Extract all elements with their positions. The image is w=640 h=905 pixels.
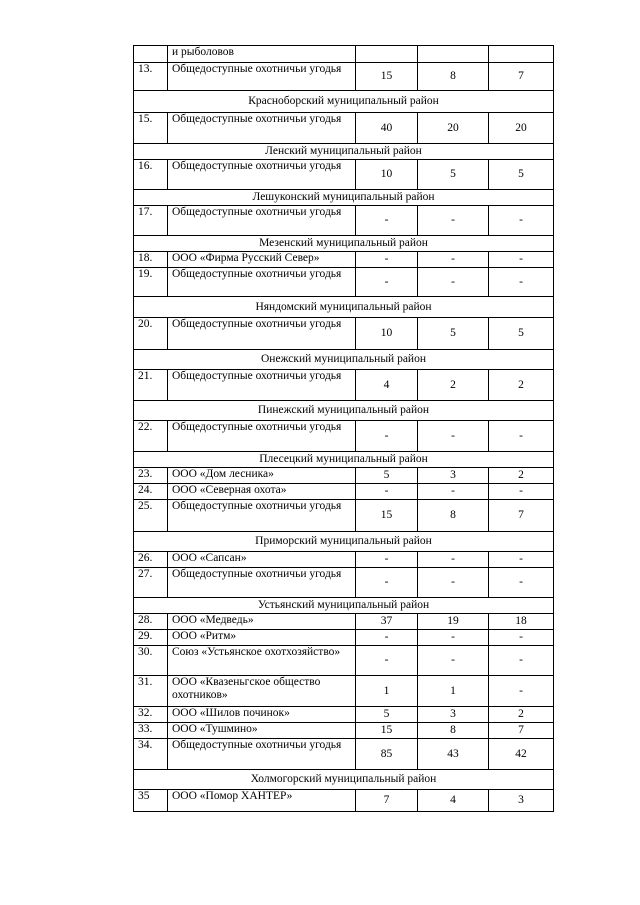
table-row — [134, 646, 554, 676]
organization-name: ООО «Фирма Русский Север» — [168, 252, 356, 268]
district-title: Няндомский муниципальный район — [134, 297, 554, 318]
value-cell-3: 3 — [489, 790, 554, 812]
value-cell-2: 3 — [418, 707, 489, 723]
district-header-row — [134, 144, 554, 160]
value-cell-1: 10 — [356, 318, 418, 350]
value-cell-1: 4 — [356, 370, 418, 401]
value-cell-1: 5 — [356, 468, 418, 484]
table-row — [134, 160, 554, 190]
district-header-row — [134, 598, 554, 614]
value-cell-3: - — [489, 676, 554, 707]
value-cell-2: 5 — [418, 318, 489, 350]
row-number: 35 — [134, 790, 168, 812]
value-cell-2: 8 — [418, 723, 489, 739]
row-number: 20. — [134, 318, 168, 350]
value-cell-1: - — [356, 568, 418, 598]
value-cell-2 — [418, 46, 489, 63]
table-body — [134, 46, 554, 812]
value-cell-2: - — [418, 646, 489, 676]
table-row — [134, 739, 554, 770]
value-cell-3: - — [489, 646, 554, 676]
value-cell-2: 5 — [418, 160, 489, 190]
row-number — [134, 46, 168, 63]
table-row — [134, 318, 554, 350]
district-header-row — [134, 190, 554, 206]
row-number: 30. — [134, 646, 168, 676]
value-cell-3: 5 — [489, 318, 554, 350]
row-number: 27. — [134, 568, 168, 598]
row-number: 24. — [134, 484, 168, 500]
value-cell-3: 18 — [489, 614, 554, 630]
organization-name: Общедоступные охотничьи угодья — [168, 206, 356, 236]
row-number: 15. — [134, 113, 168, 144]
table-row — [134, 46, 554, 63]
value-cell-2: - — [418, 252, 489, 268]
organization-name: ООО «Квазеньгское общество охотников» — [168, 676, 356, 707]
value-cell-3: 7 — [489, 63, 554, 91]
value-cell-1: 37 — [356, 614, 418, 630]
district-header-row — [134, 452, 554, 468]
value-cell-3 — [489, 46, 554, 63]
value-cell-2: 3 — [418, 468, 489, 484]
value-cell-3: 5 — [489, 160, 554, 190]
district-title: Холмогорский муниципальный район — [134, 770, 554, 790]
value-cell-3: 7 — [489, 500, 554, 532]
value-cell-1: - — [356, 552, 418, 568]
district-title: Мезенский муниципальный район — [134, 236, 554, 252]
value-cell-3: 20 — [489, 113, 554, 144]
value-cell-1: 15 — [356, 500, 418, 532]
organization-name: Общедоступные охотничьи угодья — [168, 421, 356, 452]
hunting-grounds-table — [133, 45, 554, 812]
district-header-row — [134, 297, 554, 318]
district-title: Лешуконский муниципальный район — [134, 190, 554, 206]
row-number: 25. — [134, 500, 168, 532]
value-cell-3: - — [489, 252, 554, 268]
value-cell-1: 15 — [356, 63, 418, 91]
value-cell-2: - — [418, 630, 489, 646]
table-row — [134, 630, 554, 646]
table-row — [134, 614, 554, 630]
value-cell-1: - — [356, 630, 418, 646]
table-row — [134, 63, 554, 91]
organization-name: Общедоступные охотничьи угодья — [168, 370, 356, 401]
row-number: 31. — [134, 676, 168, 707]
value-cell-1: - — [356, 268, 418, 297]
row-number: 21. — [134, 370, 168, 401]
table-row — [134, 676, 554, 707]
district-header-row — [134, 401, 554, 421]
table-row — [134, 723, 554, 739]
value-cell-1: 15 — [356, 723, 418, 739]
value-cell-3: - — [489, 484, 554, 500]
row-number: 16. — [134, 160, 168, 190]
value-cell-3: - — [489, 268, 554, 297]
value-cell-3: 2 — [489, 707, 554, 723]
value-cell-1: - — [356, 206, 418, 236]
row-number: 28. — [134, 614, 168, 630]
table-row — [134, 252, 554, 268]
organization-name: Общедоступные охотничьи угодья — [168, 500, 356, 532]
table-row — [134, 707, 554, 723]
value-cell-2: 4 — [418, 790, 489, 812]
organization-name: ООО «Медведь» — [168, 614, 356, 630]
table-row — [134, 206, 554, 236]
value-cell-2: 19 — [418, 614, 489, 630]
row-number: 32. — [134, 707, 168, 723]
row-number: 26. — [134, 552, 168, 568]
row-number: 19. — [134, 268, 168, 297]
organization-name: Общедоступные охотничьи угодья — [168, 568, 356, 598]
table-row — [134, 421, 554, 452]
organization-name: Общедоступные охотничьи угодья — [168, 268, 356, 297]
table-row — [134, 552, 554, 568]
value-cell-2: - — [418, 268, 489, 297]
organization-name: ООО «Сапсан» — [168, 552, 356, 568]
table-row — [134, 790, 554, 812]
table-row — [134, 370, 554, 401]
table-row — [134, 268, 554, 297]
value-cell-1: - — [356, 484, 418, 500]
row-number: 23. — [134, 468, 168, 484]
value-cell-2: - — [418, 552, 489, 568]
district-title: Устьянский муниципальный район — [134, 598, 554, 614]
table-row — [134, 500, 554, 532]
value-cell-3: - — [489, 630, 554, 646]
row-number: 13. — [134, 63, 168, 91]
value-cell-1: 10 — [356, 160, 418, 190]
row-number: 34. — [134, 739, 168, 770]
value-cell-2: 2 — [418, 370, 489, 401]
district-header-row — [134, 91, 554, 113]
organization-name: ООО «Тушмино» — [168, 723, 356, 739]
value-cell-1: - — [356, 421, 418, 452]
value-cell-2: 1 — [418, 676, 489, 707]
district-title: Пинежский муниципальный район — [134, 401, 554, 421]
value-cell-3: - — [489, 552, 554, 568]
value-cell-1: 40 — [356, 113, 418, 144]
district-header-row — [134, 770, 554, 790]
row-number: 22. — [134, 421, 168, 452]
district-title: Плесецкий муниципальный район — [134, 452, 554, 468]
value-cell-3: - — [489, 206, 554, 236]
value-cell-1: 5 — [356, 707, 418, 723]
table-row — [134, 468, 554, 484]
value-cell-3: 2 — [489, 468, 554, 484]
organization-name: ООО «Помор ХАНТЕР» — [168, 790, 356, 812]
value-cell-2: - — [418, 206, 489, 236]
district-title: Ленский муниципальный район — [134, 144, 554, 160]
organization-name: Общедоступные охотничьи угодья — [168, 113, 356, 144]
organization-name: Общедоступные охотничьи угодья — [168, 739, 356, 770]
district-title: Красноборский муниципальный район — [134, 91, 554, 113]
organization-name: Общедоступные охотничьи угодья — [168, 160, 356, 190]
value-cell-1: - — [356, 252, 418, 268]
value-cell-3: - — [489, 568, 554, 598]
value-cell-1: 7 — [356, 790, 418, 812]
value-cell-2: 43 — [418, 739, 489, 770]
value-cell-3: 42 — [489, 739, 554, 770]
value-cell-2: 8 — [418, 63, 489, 91]
organization-name: и рыболовов — [168, 46, 356, 63]
value-cell-2: - — [418, 484, 489, 500]
value-cell-2: 20 — [418, 113, 489, 144]
value-cell-2: - — [418, 568, 489, 598]
table-row — [134, 484, 554, 500]
value-cell-1: 85 — [356, 739, 418, 770]
value-cell-2: 8 — [418, 500, 489, 532]
district-header-row — [134, 236, 554, 252]
table-row — [134, 113, 554, 144]
table-row — [134, 568, 554, 598]
organization-name: Общедоступные охотничьи угодья — [168, 63, 356, 91]
value-cell-2: - — [418, 421, 489, 452]
row-number: 17. — [134, 206, 168, 236]
value-cell-1: 1 — [356, 676, 418, 707]
organization-name: ООО «Ритм» — [168, 630, 356, 646]
district-title: Онежский муниципальный район — [134, 350, 554, 370]
organization-name: Союз «Устьянское охотхозяйство» — [168, 646, 356, 676]
value-cell-3: 2 — [489, 370, 554, 401]
value-cell-1 — [356, 46, 418, 63]
row-number: 29. — [134, 630, 168, 646]
district-header-row — [134, 532, 554, 552]
organization-name: ООО «Дом лесника» — [168, 468, 356, 484]
organization-name: ООО «Шилов починок» — [168, 707, 356, 723]
row-number: 18. — [134, 252, 168, 268]
value-cell-3: 7 — [489, 723, 554, 739]
row-number: 33. — [134, 723, 168, 739]
organization-name: ООО «Северная охота» — [168, 484, 356, 500]
district-title: Приморский муниципальный район — [134, 532, 554, 552]
value-cell-1: - — [356, 646, 418, 676]
district-header-row — [134, 350, 554, 370]
organization-name: Общедоступные охотничьи угодья — [168, 318, 356, 350]
value-cell-3: - — [489, 421, 554, 452]
